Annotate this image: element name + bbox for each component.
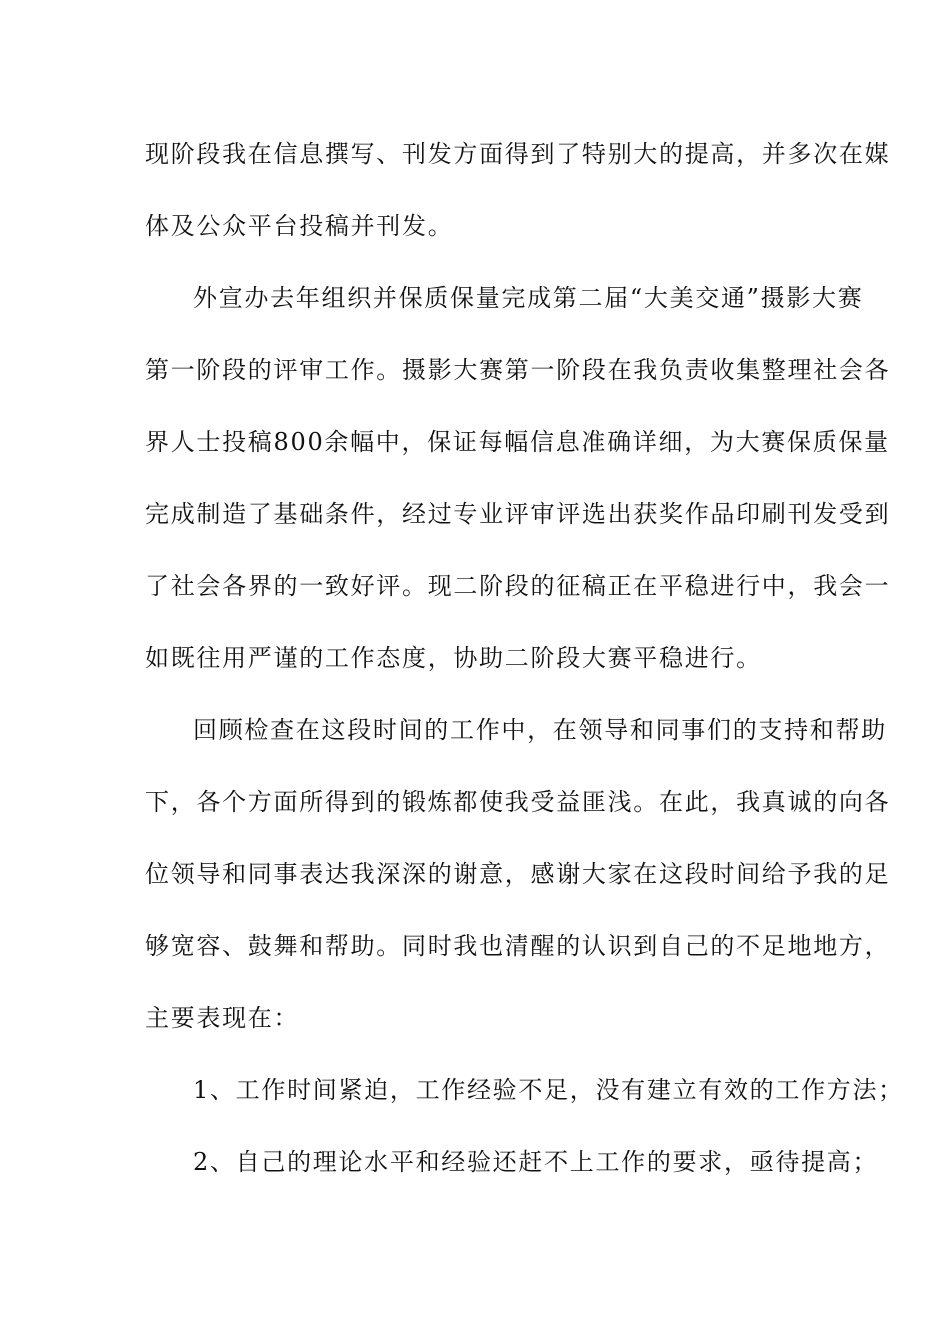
text-line: 如既往用严谨的工作态度，协助二阶段大赛平稳进行。 [145,644,762,672]
paragraph-first-line: 回顾检查在这段时间的工作中，在领导和同事们的支持和帮助 [193,716,887,744]
list-item: 2、自己的理论水平和经验还赶不上工作的要求，亟待提高； [193,1148,879,1176]
paragraph-first-line: 外宣办去年组织并保质保量完成第二届“大美交通”摄影大赛 [193,284,864,312]
text-line: 完成制造了基础条件，经过专业评审评选出获奖作品印刷刊发受到 [145,500,891,528]
text-line: 够宽容、鼓舞和帮助。同时我也清醒的认识到自己的不足地地方， [145,932,891,960]
text-line: 主要表现在： [145,1004,300,1032]
text-line: 了社会各界的一致好评。现二阶段的征稿正在平稳进行中，我会一 [145,572,891,600]
list-item: 1、工作时间紧迫，工作经验不足，没有建立有效的工作方法； [193,1076,904,1104]
text-line: 体及公众平台投稿并刊发。 [145,212,454,240]
text-line: 下，各个方面所得到的锻炼都使我受益匪浅。在此，我真诚的向各 [145,788,891,816]
text-line: 位领导和同事表达我深深的谢意，感谢大家在这段时间给予我的足 [145,860,891,888]
text-line: 现阶段我在信息撰写、刊发方面得到了特别大的提高，并多次在媒 [145,140,891,168]
text-line: 界人士投稿800余幅中，保证每幅信息准确详细，为大赛保质保量 [145,428,890,456]
text-line: 第一阶段的评审工作。摄影大赛第一阶段在我负责收集整理社会各 [145,356,891,384]
